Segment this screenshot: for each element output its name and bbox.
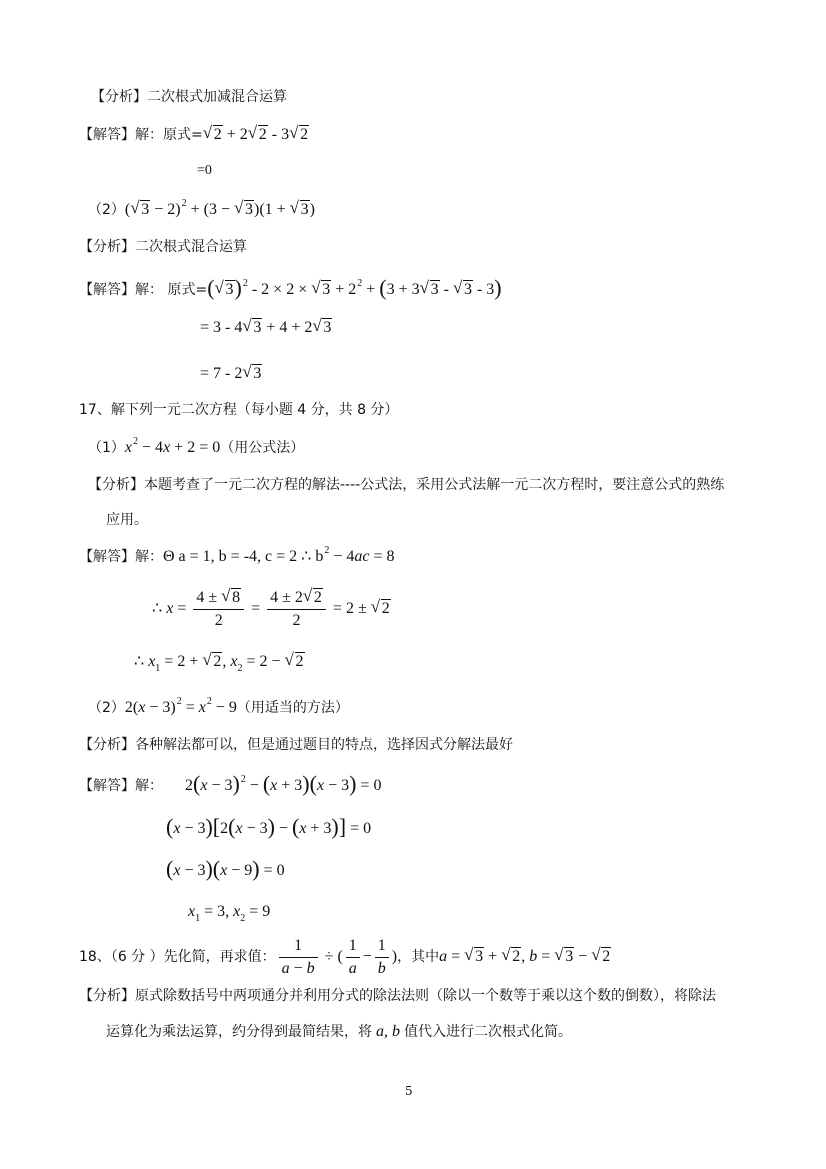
q17-1-analysis-line1: 【分析】本题考查了一元二次方程的解法----公式法，采用公式法解一元二次方程时，要注意公式的熟练 [88, 477, 725, 493]
q16-1-result: =0 [197, 163, 212, 178]
q16-2-analysis: 【分析】二次根式混合运算 [79, 239, 247, 255]
q18-analysis-line1: 【分析】原式除数括号中两项通分并利用分式的除法法则（除以一个数等于乘以这个数的倒数），将除法 [79, 988, 716, 1004]
q17-1-answer: 【解答】解：Θ a = 1, b = -4, c = 2 ∴ $b^2 - 4ac = 8$ [79, 545, 395, 565]
q16-2-step1: = 3 - 4√ 3 + 4 + 2√ 3 [200, 318, 332, 338]
q16-2-problem: （2）(√ 3 − 2)$^2$ + (3 − √ 3)(1 + √ 3) [88, 199, 315, 222]
q17-2-step1: (x − 3)[2(x − 3) − (x + 3)] = 0 [166, 814, 372, 839]
q17-2-step2: (x − 3)(x − 9) = 0 [166, 856, 285, 881]
q17-1-roots: ∴ $x_1 = 2$ + √ 2, $x_2 = 2$ − √ 2 [134, 652, 305, 674]
q17-2-answer: 【解答】解： $2(x - 3)^2 - (x + 3)(x - 3) = 0$ [79, 771, 382, 796]
q17-1-analysis-line2: 应用。 [106, 512, 148, 528]
q17-2-analysis: 【分析】各种解法都可以，但是通过题目的特点，选择因式分解法最好 [79, 737, 513, 753]
q17-1-formula: ∴ x = $\frac{4 \pm √ 8}{2}$ = $\frac{4 \pm 2√ 2}{2}$ = 2 ± √ 2 [152, 588, 391, 631]
q18-problem: 18、（6 分 ）先化简，再求值： $\frac{1}{a - b}$ ÷ ( $\frac{1}{a}$ − $\frac{1}{b}$ )，其中a = √ 3 + √ 2, b = √ 3 − √ 2 [79, 936, 611, 979]
q18-analysis-line2: 运算化为乘法运算，约分得到最简结果，将 a, b 值代入进行二次根式化简。 [106, 1023, 572, 1040]
q17-2-roots: $x_1 = 3$, $x_2 = 9$ [188, 903, 271, 924]
q16-1-answer: 【解答】解：原式=√ 2 + 2√ 2 - 3√ 2 [79, 124, 309, 145]
q16-1-analysis: 【分析】二次根式加减混合运算 [91, 89, 287, 105]
q17-2-problem: $(2)2(x - 3)^2 = x^2 - 9$（用适当的方法） [88, 696, 349, 716]
q17-heading: 17、解下列一元二次方程（每小题 4 分，共 8 分） [79, 402, 399, 418]
page-number: 5 [405, 1084, 413, 1098]
q16-2-answer: 【解答】解： 原式=(√ 3)$^2$ - 2 × 2 × √ $3 + 2^2 + (3 + 3√$ 3 - √ 3 - 3) [79, 277, 502, 302]
q16-2-step2: = 7 - 2√ 3 [200, 364, 262, 384]
q17-1-problem: $(1)x^2 - 4x + 2 = 0$（用公式法） [88, 436, 305, 456]
